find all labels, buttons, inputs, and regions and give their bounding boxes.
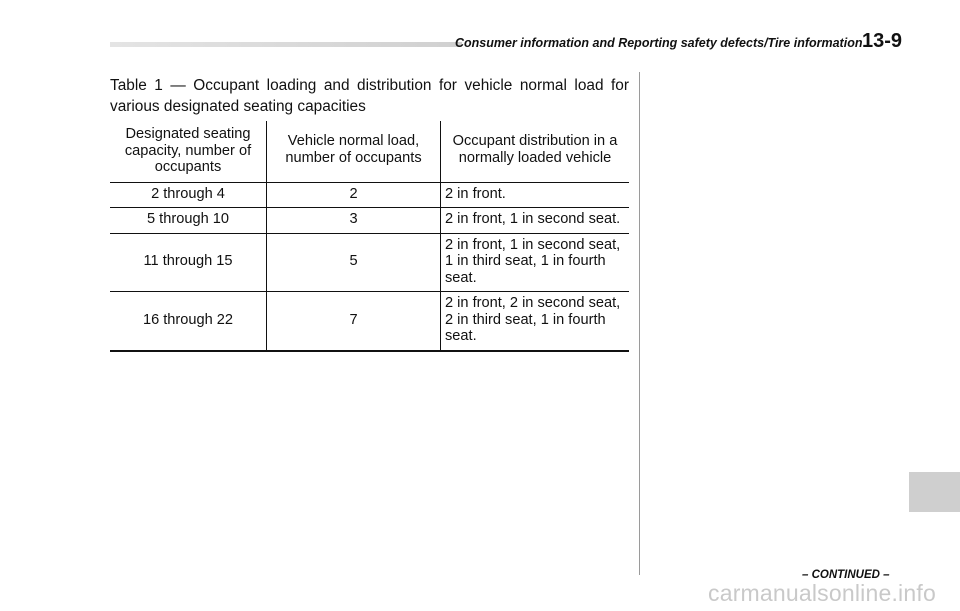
cell-occupant-distribution: 2 in front. xyxy=(441,182,630,208)
column-header-normal-load: Vehicle normal load, number of occupants xyxy=(267,121,441,182)
cell-occupant-distribution: 2 in front, 1 in second seat, 1 in third seat, 1 in fourth seat. xyxy=(441,233,630,292)
occupant-loading-table xyxy=(110,121,629,352)
header-rule xyxy=(110,42,462,47)
cell-seating-capacity: 11 through 15 xyxy=(110,233,267,292)
continued-marker: – CONTINUED – xyxy=(802,569,890,581)
cell-seating-capacity: 5 through 10 xyxy=(110,208,267,234)
table-row xyxy=(110,292,629,351)
cell-normal-load: 7 xyxy=(267,292,441,351)
column-header-occupant-distribution: Occupant distribution in a normally loaded vehicle xyxy=(441,121,630,182)
cell-normal-load: 5 xyxy=(267,233,441,292)
section-title: Consumer information and Reporting safety defects/Tire information xyxy=(455,36,863,50)
table-row xyxy=(110,233,629,292)
cell-seating-capacity: 16 through 22 xyxy=(110,292,267,351)
cell-seating-capacity: 2 through 4 xyxy=(110,182,267,208)
cell-normal-load: 2 xyxy=(267,182,441,208)
chapter-side-tab xyxy=(909,472,960,512)
cell-occupant-distribution: 2 in front, 2 in second seat, 2 in third seat, 1 in fourth seat. xyxy=(441,292,630,351)
watermark-text: carmanualsonline.info xyxy=(708,580,936,606)
table-row xyxy=(110,208,629,234)
table-row xyxy=(110,182,629,208)
page-number: 13-9 xyxy=(862,30,903,52)
cell-normal-load: 3 xyxy=(267,208,441,234)
column-header-seating-capacity: Designated seating capacity, number of occupants xyxy=(110,121,267,182)
column-divider xyxy=(639,72,640,575)
cell-occupant-distribution: 2 in front, 1 in second seat. xyxy=(441,208,630,234)
table-header-row xyxy=(110,121,629,182)
table-caption: Table 1 — Occupant loading and distribution for vehicle normal load for various designated seating capacities xyxy=(110,77,629,115)
